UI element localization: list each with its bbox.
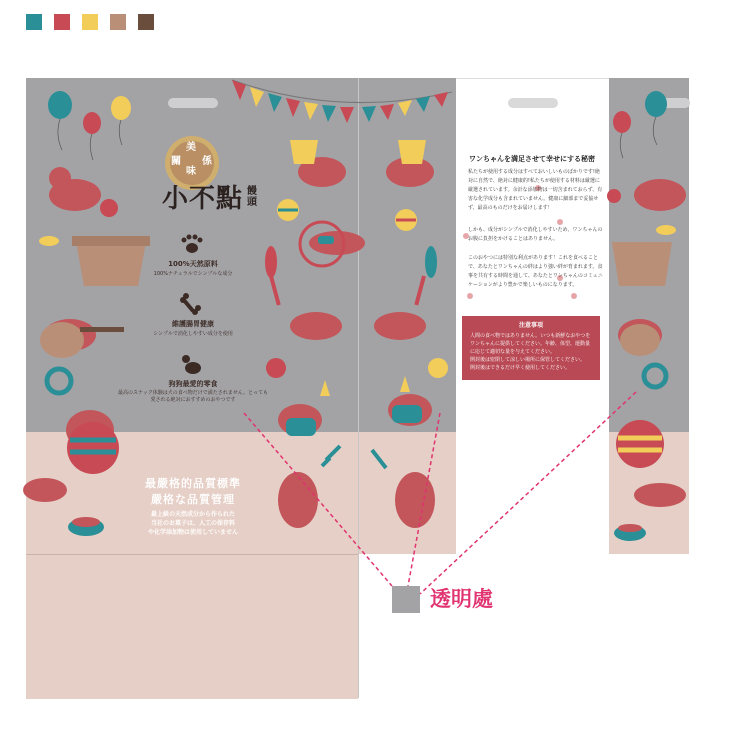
quality-heading-2: 嚴格な品質管理 xyxy=(151,493,235,506)
transparent-area-label: 透明處 xyxy=(430,587,493,611)
brand-badge-char-4: 味 xyxy=(186,166,196,177)
notice-line: 人間の食べ物ではありません。いつも新鮮なおやつをワンちゃんに提供してください。年齢、体型、運動量に応じて適切な量を与えてください。 xyxy=(470,333,591,355)
brand-badge-char-1: 美 xyxy=(186,142,196,153)
balloon-icon xyxy=(48,91,667,160)
notice-line: 開封後は密閉して涼しい場所に保管してください。 xyxy=(470,357,586,363)
brand-badge-char-3: 係 xyxy=(202,156,212,167)
notice-box xyxy=(462,316,600,380)
brand-subtitle: 饅頭 xyxy=(247,186,257,208)
back-paragraph-1: 私たちが使用する成分はすべておいしいものばかりです!絶対に自然で、絶対に健康的!私たちが使用する材料は厳選に厳選されています。余計な添加物は一切含まれておらず、有害な化学成分も含まれていません。健康に細部まで妥協せず、最高のものだけをお届けします！ xyxy=(468,169,603,211)
bone-icon xyxy=(180,293,201,315)
back-paragraph-2: しかも、成分がシンプルで消化しやすいため、ワンちゃんのお腹に負担をかけることはありません。 xyxy=(468,227,603,242)
bone-illustration xyxy=(322,446,386,468)
brush-icon xyxy=(265,246,437,305)
bunting-icon xyxy=(232,80,452,123)
quality-body-1: 最上級の天然成分から作られた xyxy=(150,511,235,518)
brand-badge-char-2: 關 xyxy=(171,156,181,167)
feature-desc-favorite: 最高のスナック体験は犬の食べ物だけで満たされません。とっても愛される絶対におすすめのおやつです xyxy=(118,390,269,403)
feature-desc-gut: シンプルで消化しやすい成分を使用 xyxy=(153,331,233,337)
back-paragraph-3: このおやつには特別な利点があります！これを食べることで、あなたとワンちゃんの絆はより強い絆が育まれます。食事を共有する時間を通して、あなたとワンちゃんのコミュニケーションがより豊かで楽しいものになります。 xyxy=(468,255,603,288)
feature-title-gut: 維護腸胃健康 xyxy=(172,320,214,328)
notice-line: 開封後はできるだけ早く使用してください。 xyxy=(470,365,571,371)
quality-heading-1: 最嚴格的品質標準 xyxy=(145,477,241,490)
feature-title-favorite: 狗狗最愛的零食 xyxy=(168,380,218,388)
dog-icon xyxy=(182,355,201,374)
notice-body xyxy=(462,329,600,372)
back-title: ワンちゃんを満足させて幸せにする秘密 xyxy=(469,155,595,163)
feature-desc-natural: 100%ナチュラルでシンプルな成分 xyxy=(153,271,233,277)
notice-title: 注意事項 xyxy=(518,322,543,329)
transparent-area-swatch xyxy=(392,586,420,613)
paw-icon xyxy=(182,235,203,254)
quality-body-3: や化学添加物は使用していません xyxy=(147,529,238,536)
brand-name: 小不點 xyxy=(162,184,244,214)
feature-title-natural: 100%天然原料 xyxy=(168,260,218,268)
quality-body-2: 当社のお菓子は、人工の保存料 xyxy=(150,520,235,527)
